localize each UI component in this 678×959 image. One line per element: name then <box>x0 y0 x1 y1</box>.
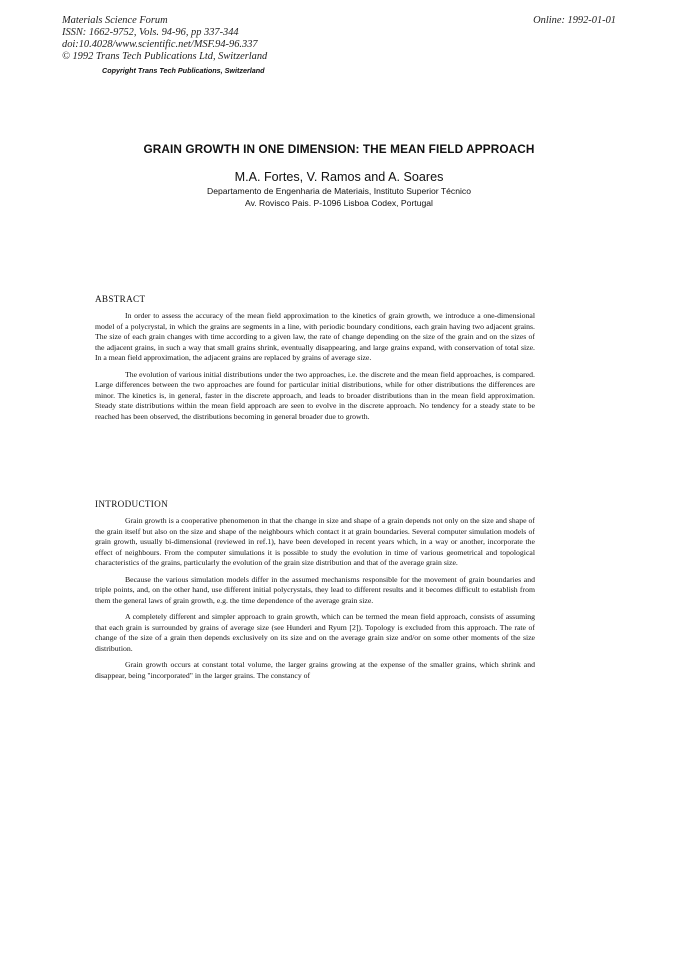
introduction-heading: INTRODUCTION <box>95 499 169 509</box>
abstract-paragraph: The evolution of various initial distributions under the two approaches, i.e. the discrete and the mean field approaches, is compared. Large differences between the two approaches are found for particular initial distributions, while for other distributions the differences are minor. The kinetics is, in general, faster in the discrete approach, and leads to broader distributions than in the mean field approximation. Steady state distributions within the mean field approach are seen to evolve in the discrete approach. No tendency for a steady state to be reached has been observed, the distributions becoming in general broader due to growth. <box>95 369 535 421</box>
issn-line: ISSN: 1662-9752, Vols. 94-96, pp 337-344 <box>62 27 239 38</box>
rights-line: © 1992 Trans Tech Publications Ltd, Switzerland <box>62 51 268 62</box>
introduction-section <box>95 499 535 687</box>
abstract-heading: ABSTRACT <box>95 294 146 304</box>
journal-header <box>62 15 267 63</box>
abstract-paragraph: In order to assess the accuracy of the mean field approximation to the kinetics of grain growth, we introduce a one-dimensional model of a polycrystal, in which the grains are segments in a line, with periodic boundary conditions, each grain having two adjacent grains. The size of each grain changes with time according to a given law, the rate of change depending on the size of the grain and on the sizes of the adjacent grains, in such a way that small grains shrink, eventually disappearing, and large grains expand, with conservation of total size. In a mean field approximation, the adjacent grains are replaced by grains of average size. <box>95 311 535 362</box>
affiliation-line-1: Departamento de Engenharia de Materiais, Instituto Superior Técnico <box>206 186 471 196</box>
affiliation <box>0 186 678 209</box>
copyright-stamp: Copyright Trans Tech Publications, Switzerland <box>102 66 265 75</box>
introduction-paragraph: Grain growth is a cooperative phenomenon in that the change in size and shape of a grain depends not only on the size and shape of the grain itself but also on the size and shape of the neighbours which contact it at grain boundaries. Several computer simulation models of grain growth, usually bi-dimensional (reviewed in ref.1), have been developed in recent years which, in a way or another, incorporate the effect of neighbours. From the computer simulations it is possible to study the evolution in time of various geometrical and topological characteristics of the grains, particularly the evolution of the grain size distribution and that of the average grain size. <box>95 516 535 567</box>
affiliation-line-2: Av. Rovisco Pais. P-1096 Lisboa Codex, Portugal <box>245 197 433 208</box>
introduction-paragraph: Grain growth occurs at constant total volume, the larger grains growing at the expense of the smaller grains, which shrink and disappear, being "incorporated" in the larger grains. The constancy of <box>95 660 535 680</box>
paper-title: GRAIN GROWTH IN ONE DIMENSION: THE MEAN FIELD APPROACH <box>143 142 535 156</box>
doi-line: doi:10.4028/www.scientific.net/MSF.94-96.337 <box>62 39 258 50</box>
journal-name: Materials Science Forum <box>62 15 168 26</box>
online-date: Online: 1992-01-01 <box>533 15 616 26</box>
introduction-paragraph: A completely different and simpler approach to grain growth, which can be termed the mean field approach, consists of assuming that each grain is surrounded by grains of average size (see Hunderi and Ryum [2]). Topology is excluded from this approach. The rate of change of the size of a grain then depends exclusively on its size and on the average grain size and/or on some other moments of the size distribution. <box>95 612 535 653</box>
introduction-paragraph: Because the various simulation models differ in the assumed mechanisms responsible for the movement of grain boundaries and triple points, and, on the other hand, use different initial polycrystals, they lead to different results and it becomes difficult to establish from them the general laws of grain growth, e.g. the time dependence of the average grain size. <box>95 574 535 605</box>
paper-authors: M.A. Fortes, V. Ramos and A. Soares <box>234 170 444 184</box>
abstract-section <box>95 294 535 428</box>
